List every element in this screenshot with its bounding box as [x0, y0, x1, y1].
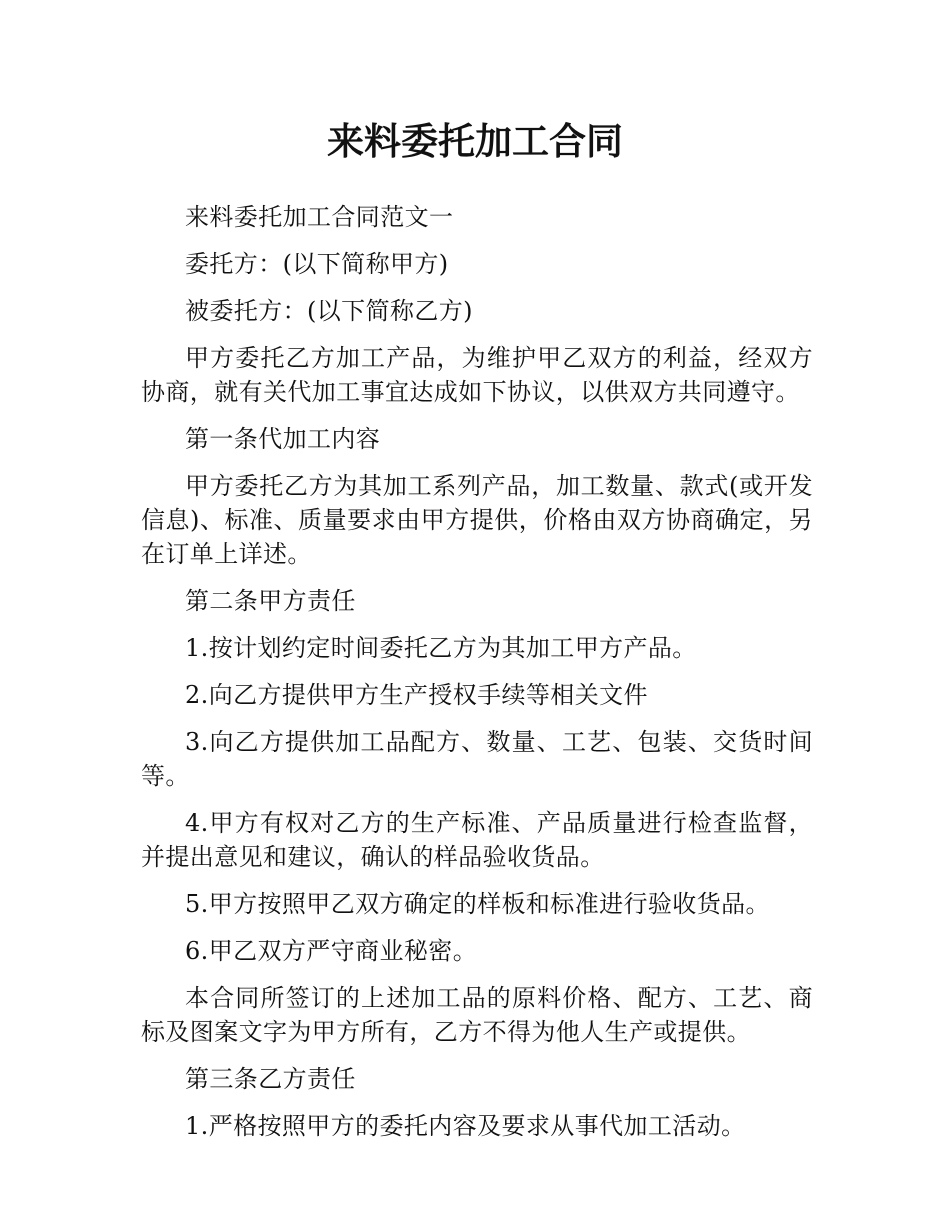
article-2-item-5: 5.甲方按照甲乙双方确定的样板和标准进行验收货品。 [185, 890, 770, 918]
article-3-heading: 第三条乙方责任 [185, 1065, 356, 1093]
paragraph-preamble: 甲方委托乙方加工产品，为维护甲乙双方的利益，经双方协商，就有关代加工事宜达成如下协议，以供双方共同遵守。 [141, 344, 813, 406]
document-body [141, 200, 813, 1156]
article-2-item-1: 1.按计划约定时间委托乙方为其加工甲方产品。 [185, 634, 697, 662]
article-2-item-6: 6.甲乙双方严守商业秘密。 [185, 937, 478, 965]
article-3-item-1: 1.严格按照甲方的委托内容及要求从事代加工活动。 [185, 1112, 746, 1140]
article-2-item-3: 3.向乙方提供加工品配方、数量、工艺、包装、交货时间等。 [141, 728, 813, 790]
paragraph-sample-heading: 来料委托加工合同范文一 [185, 203, 454, 231]
paragraph-party-a: 委托方：(以下简称甲方) [185, 250, 449, 278]
article-2-item-2: 2.向乙方提供甲方生产授权手续等相关文件 [185, 681, 648, 709]
paragraph-party-b: 被委托方：(以下简称乙方) [185, 297, 473, 325]
article-1-heading: 第一条代加工内容 [185, 425, 381, 453]
document-title: 来料委托加工合同 [327, 120, 623, 163]
article-2-item-4: 4.甲方有权对乙方的生产标准、产品质量进行检查监督，并提出意见和建议，确认的样品验收货品。 [141, 809, 813, 871]
article-1-content: 甲方委托乙方为其加工系列产品，加工数量、款式(或开发信息)、标准、质量要求由甲方提供，价格由双方协商确定，另在订单上详述。 [141, 472, 813, 568]
article-2-heading: 第二条甲方责任 [185, 587, 356, 615]
article-2-ownership-clause: 本合同所签订的上述加工品的原料价格、配方、工艺、商标及图案文字为甲方所有，乙方不得为他人生产或提供。 [141, 984, 813, 1046]
